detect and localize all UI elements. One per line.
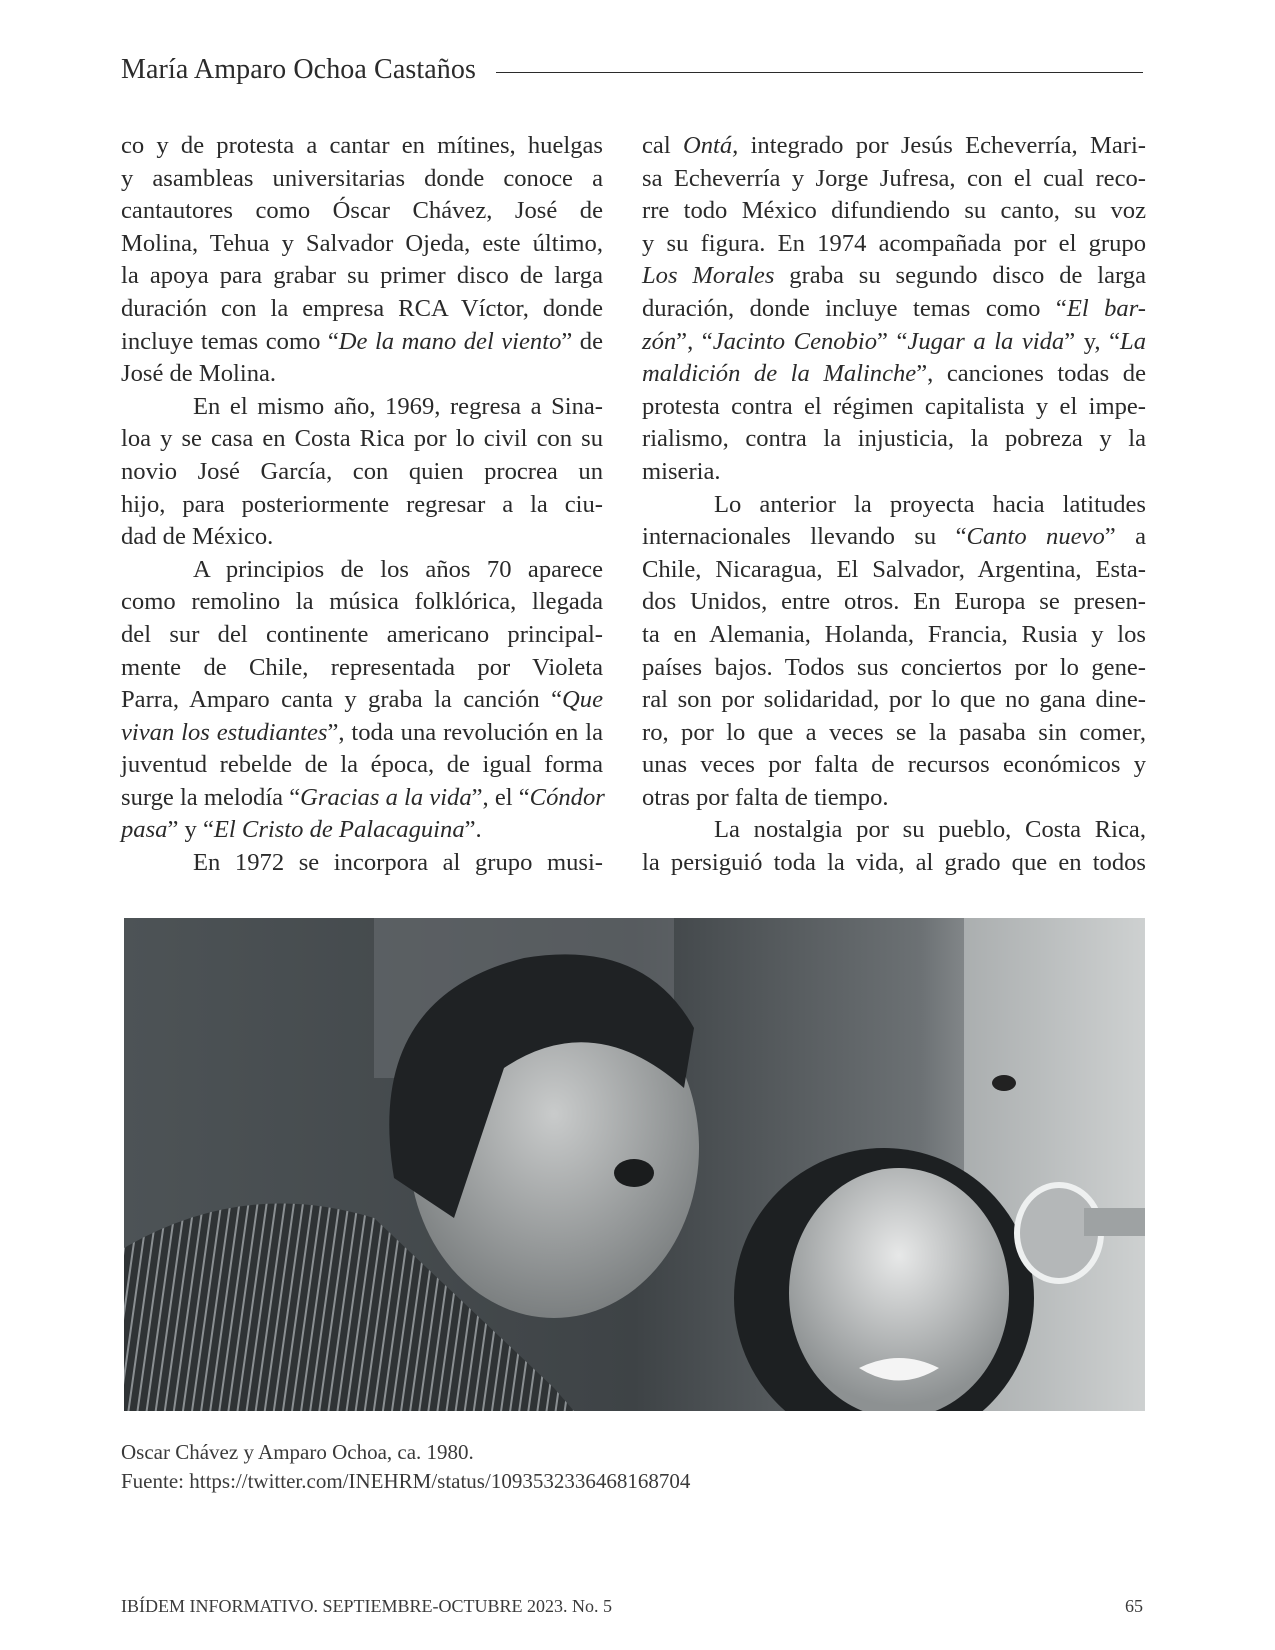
italic-title: Cóndor [529, 783, 605, 811]
text-run: países bajos. Todos sus conciertos por lo gene- [642, 653, 1146, 681]
text-run: duración, donde incluye temas como “ [642, 294, 1067, 322]
text-line [121, 684, 603, 717]
text-run: y su figura. En 1974 acompañada por el grupo [642, 229, 1146, 257]
italic-title: Ontá, [682, 132, 739, 159]
running-head-rule [496, 72, 1143, 73]
italic-title: vivan los estudiantes [121, 718, 328, 746]
text-line [642, 423, 1146, 456]
text-line [642, 782, 1146, 815]
text-run: unas veces por falta de recursos económicos y [642, 751, 1146, 779]
text-run: ” “ [877, 327, 908, 355]
text-line [642, 489, 1146, 522]
italic-title: zón [642, 327, 677, 355]
text-run: dos Unidos, entre otros. En Europa se presen- [642, 588, 1146, 616]
text-line [642, 717, 1146, 750]
text-line [121, 260, 603, 293]
text-run: Lo anterior la proyecta hacia latitudes [714, 490, 1146, 518]
text-line [642, 195, 1146, 228]
text-line [121, 814, 603, 847]
text-line [121, 326, 603, 359]
text-run: loa y se casa en Costa Rica por lo civil con su [121, 425, 603, 453]
text-run: la persiguió toda la vida, al grado que en todos [642, 849, 1146, 877]
text-run: ” de [561, 327, 603, 355]
text-run: Molina, Tehua y Salvador Ojeda, este último, [121, 229, 603, 257]
italic-title: Canto nuevo [966, 523, 1105, 551]
text-run: ”, toda una revolución en la [327, 718, 604, 746]
text-run: hijo, para posteriormente regresar a la ciu- [121, 490, 603, 518]
running-head-author: María Amparo Ochoa Castaños [121, 54, 476, 85]
text-run: duración con la empresa RCA Víctor, donde [121, 294, 603, 322]
text-line [642, 814, 1146, 847]
right-text-column [642, 130, 1146, 880]
text-line [121, 293, 603, 326]
italic-title: El Cristo de Palacaguina [213, 816, 465, 844]
text-run: Parra, Amparo canta y graba la canción “ [121, 686, 563, 714]
italic-title: Jacinto Cenobio [712, 327, 878, 355]
text-line [121, 717, 603, 750]
text-run: como remolino la música folklórica, llegada [121, 588, 603, 616]
italic-title: Gracias a la vida [300, 783, 472, 811]
text-run: En 1972 se incorpora al grupo musi- [193, 849, 603, 877]
text-line [121, 521, 603, 554]
text-run: mente de Chile, representada por Violeta [121, 653, 603, 681]
text-line [121, 586, 603, 619]
italic-title: Los Morales [642, 262, 775, 290]
text-run: A principios de los años 70 aparece [193, 555, 603, 583]
text-run: protesta contra el régimen capitalista y el impe- [642, 392, 1146, 420]
text-run: ”. [464, 816, 482, 844]
italic-title: La [1120, 327, 1146, 355]
text-line [642, 130, 1146, 163]
italic-title: maldición de la Malinche [642, 360, 917, 388]
left-text-column [121, 130, 603, 880]
text-line [642, 358, 1146, 391]
text-run: graba su segundo disco de larga [774, 262, 1146, 290]
text-run: rre todo México difundiendo su canto, su voz [642, 197, 1146, 225]
italic-title: De la mano del viento [338, 327, 562, 355]
text-run: José de Molina. [121, 360, 277, 388]
text-run: la apoya para grabar su primer disco de larga [121, 262, 603, 290]
text-run: ta en Alemania, Holanda, Francia, Rusia y los [642, 620, 1146, 648]
caption-title: Oscar Chávez y Amparo Ochoa, ca. 1980. [121, 1440, 474, 1464]
caption-source: Fuente: https://twitter.com/INEHRM/status/1093532336468168704 [121, 1469, 691, 1493]
italic-title: El bar- [1066, 294, 1146, 322]
text-run: internacionales llevando su “ [642, 523, 967, 551]
text-line [121, 847, 603, 880]
text-run: incluye temas como “ [121, 327, 339, 355]
text-line [642, 684, 1146, 717]
page-footer [121, 1596, 1143, 1617]
text-run: sa Echeverría y Jorge Jufresa, con el cual reco- [642, 164, 1146, 192]
text-run: La nostalgia por su pueblo, Costa Rica, [714, 816, 1146, 844]
photo-illustration [124, 918, 1145, 1411]
text-run: del sur del continente americano principal- [121, 620, 603, 648]
photograph [124, 918, 1145, 1411]
text-run: novio José García, con quien procrea un [121, 457, 603, 485]
text-run: cal [642, 132, 683, 159]
text-run: cantautores como Óscar Chávez, José de [121, 197, 603, 225]
text-run: surge la melodía “ [121, 783, 301, 811]
text-line [121, 619, 603, 652]
text-line [121, 554, 603, 587]
text-line [121, 195, 603, 228]
text-line [642, 652, 1146, 685]
text-run: En el mismo año, 1969, regresa a Sina- [193, 392, 603, 420]
text-line [642, 521, 1146, 554]
text-line [642, 554, 1146, 587]
text-line [121, 130, 603, 163]
text-run: ral son por solidaridad, por lo que no gana dine- [642, 686, 1146, 714]
text-line [642, 586, 1146, 619]
text-run: Chile, Nicaragua, El Salvador, Argentina, Esta- [642, 555, 1146, 583]
text-run: otras por falta de tiempo. [642, 783, 889, 811]
figure-caption [121, 1438, 690, 1496]
text-line [121, 228, 603, 261]
text-line [121, 489, 603, 522]
text-run: ”, “ [676, 327, 713, 355]
text-run: ”, el “ [471, 783, 530, 811]
text-run: ” y, “ [1064, 327, 1121, 355]
text-run: ”, canciones todas de [916, 360, 1146, 388]
text-line [642, 326, 1146, 359]
text-line [121, 423, 603, 456]
text-run: juventud rebelde de la época, de igual forma [121, 751, 603, 779]
text-line [121, 652, 603, 685]
text-line [642, 847, 1146, 880]
text-line [121, 163, 603, 196]
text-run: ” y “ [167, 816, 214, 844]
italic-title: Jugar a la vida [907, 327, 1065, 355]
italic-title: Que [562, 686, 603, 714]
publication-info: IBÍDEM INFORMATIVO. SEPTIEMBRE-OCTUBRE 2023. No. 5 [121, 1596, 613, 1616]
text-line [642, 619, 1146, 652]
text-line [121, 358, 603, 391]
text-run: rialismo, contra la injusticia, la pobreza y la [642, 425, 1146, 453]
text-run: miseria. [642, 457, 721, 485]
text-line [642, 749, 1146, 782]
text-line [642, 293, 1146, 326]
text-line [121, 782, 603, 815]
italic-title: pasa [121, 816, 168, 844]
text-run: y asambleas universitarias donde conoce a [121, 164, 603, 192]
text-run: integrado por Jesús Echeverría, Mari- [738, 132, 1146, 159]
text-run: ” a [1104, 523, 1146, 551]
text-line [642, 456, 1146, 489]
text-line [642, 163, 1146, 196]
text-line [121, 749, 603, 782]
text-line [642, 260, 1146, 293]
running-head [121, 50, 1143, 90]
text-run: dad de México. [121, 523, 274, 551]
text-run: ro, por lo que a veces se la pasaba sin comer, [642, 718, 1146, 746]
text-line [642, 391, 1146, 424]
text-line [121, 391, 603, 424]
text-run: co y de protesta a cantar en mítines, huelgas [121, 132, 603, 159]
text-line [642, 228, 1146, 261]
text-line [121, 456, 603, 489]
page-number: 65 [1125, 1596, 1143, 1616]
